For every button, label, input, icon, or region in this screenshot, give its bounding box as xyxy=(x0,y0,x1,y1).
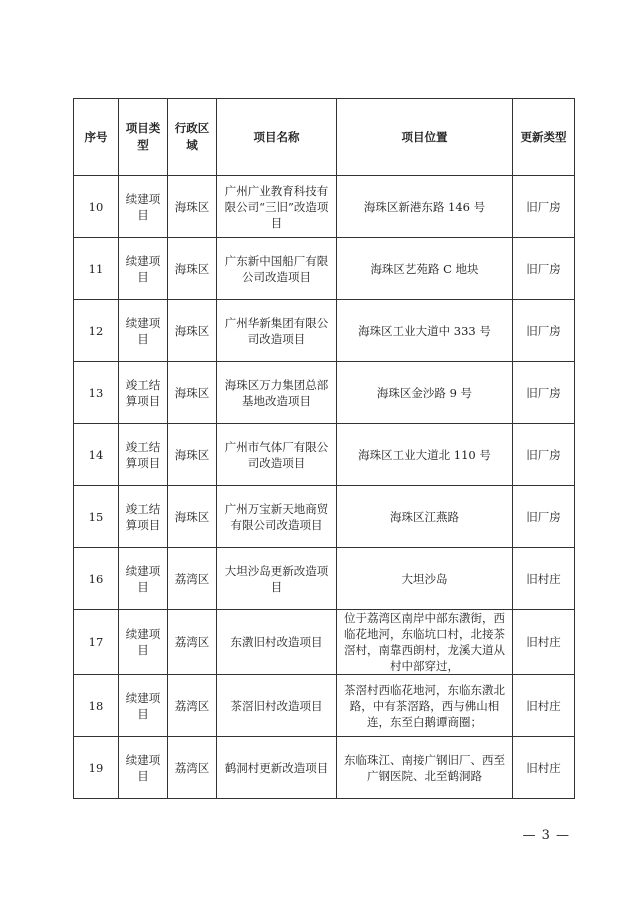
cell-update: 旧村庄 xyxy=(513,737,575,799)
cell-type: 竣工结算项目 xyxy=(119,362,168,424)
cell-location: 海珠区工业大道中 333 号 xyxy=(337,300,513,362)
cell-location: 大坦沙岛 xyxy=(337,548,513,610)
table-row xyxy=(74,486,575,548)
table-row xyxy=(74,610,575,675)
cell-district: 荔湾区 xyxy=(168,548,217,610)
cell-update: 旧厂房 xyxy=(513,238,575,300)
cell-district: 海珠区 xyxy=(168,486,217,548)
cell-name: 东漖旧村改造项目 xyxy=(217,610,337,675)
cell-name: 广州市气体厂有限公司改造项目 xyxy=(217,424,337,486)
cell-type: 续建项目 xyxy=(119,238,168,300)
cell-district: 海珠区 xyxy=(168,424,217,486)
cell-update: 旧厂房 xyxy=(513,424,575,486)
table-row xyxy=(74,548,575,610)
cell-type: 续建项目 xyxy=(119,548,168,610)
cell-type: 竣工结算项目 xyxy=(119,486,168,548)
table-row xyxy=(74,362,575,424)
cell-name: 鹤洞村更新改造项目 xyxy=(217,737,337,799)
cell-update: 旧村庄 xyxy=(513,610,575,675)
cell-district: 海珠区 xyxy=(168,362,217,424)
cell-district: 荔湾区 xyxy=(168,737,217,799)
table-row xyxy=(74,675,575,737)
cell-seq: 10 xyxy=(74,176,119,238)
cell-seq: 15 xyxy=(74,486,119,548)
header-district: 行政区域 xyxy=(168,99,217,176)
table-header-row xyxy=(74,99,575,176)
header-update: 更新类型 xyxy=(513,99,575,176)
cell-type: 竣工结算项目 xyxy=(119,424,168,486)
cell-location: 海珠区金沙路 9 号 xyxy=(337,362,513,424)
cell-location: 东临珠江、南接广钢旧厂、西至广钢医院、北至鹤洞路 xyxy=(337,737,513,799)
cell-location: 茶滘村西临花地河，东临东漖北路，中有茶滘路，西与佛山相连，东至白鹅谭商圈； xyxy=(337,675,513,737)
cell-seq: 18 xyxy=(74,675,119,737)
cell-seq: 17 xyxy=(74,610,119,675)
header-type: 项目类型 xyxy=(119,99,168,176)
header-location: 项目位置 xyxy=(337,99,513,176)
cell-district: 荔湾区 xyxy=(168,610,217,675)
cell-seq: 12 xyxy=(74,300,119,362)
cell-seq: 11 xyxy=(74,238,119,300)
cell-update: 旧厂房 xyxy=(513,300,575,362)
cell-district: 海珠区 xyxy=(168,176,217,238)
cell-update: 旧厂房 xyxy=(513,176,575,238)
table-row xyxy=(74,238,575,300)
cell-name: 广州万宝新天地商贸有限公司改造项目 xyxy=(217,486,337,548)
cell-name: 广州华新集团有限公司改造项目 xyxy=(217,300,337,362)
table-row xyxy=(74,737,575,799)
cell-update: 旧厂房 xyxy=(513,486,575,548)
cell-name: 茶滘旧村改造项目 xyxy=(217,675,337,737)
header-seq: 序号 xyxy=(74,99,119,176)
cell-name: 广东新中国船厂有限公司改造项目 xyxy=(217,238,337,300)
cell-update: 旧厂房 xyxy=(513,362,575,424)
cell-update: 旧村庄 xyxy=(513,548,575,610)
cell-seq: 13 xyxy=(74,362,119,424)
cell-seq: 19 xyxy=(74,737,119,799)
cell-seq: 14 xyxy=(74,424,119,486)
project-table xyxy=(73,98,575,799)
cell-type: 续建项目 xyxy=(119,737,168,799)
cell-location: 海珠区新港东路 146 号 xyxy=(337,176,513,238)
cell-type: 续建项目 xyxy=(119,675,168,737)
cell-location: 海珠区工业大道北 110 号 xyxy=(337,424,513,486)
header-name: 项目名称 xyxy=(217,99,337,176)
cell-type: 续建项目 xyxy=(119,610,168,675)
cell-name: 海珠区万力集团总部基地改造项目 xyxy=(217,362,337,424)
cell-location: 位于荔湾区南岸中部东漖街，西临花地河，东临坑口村，北接茶滘村，南靠西朗村，龙溪大道从村中部穿过， xyxy=(337,610,513,675)
cell-name: 大坦沙岛更新改造项目 xyxy=(217,548,337,610)
cell-type: 续建项目 xyxy=(119,176,168,238)
cell-seq: 16 xyxy=(74,548,119,610)
cell-district: 海珠区 xyxy=(168,300,217,362)
cell-name: 广州广业教育科技有限公司“三旧”改造项目 xyxy=(217,176,337,238)
table-row xyxy=(74,176,575,238)
table-row xyxy=(74,424,575,486)
cell-type: 续建项目 xyxy=(119,300,168,362)
cell-location: 海珠区艺苑路 C 地块 xyxy=(337,238,513,300)
table-row xyxy=(74,300,575,362)
cell-update: 旧村庄 xyxy=(513,675,575,737)
cell-district: 海珠区 xyxy=(168,238,217,300)
cell-district: 荔湾区 xyxy=(168,675,217,737)
page-number: — 3 — xyxy=(522,828,570,843)
cell-location: 海珠区江燕路 xyxy=(337,486,513,548)
